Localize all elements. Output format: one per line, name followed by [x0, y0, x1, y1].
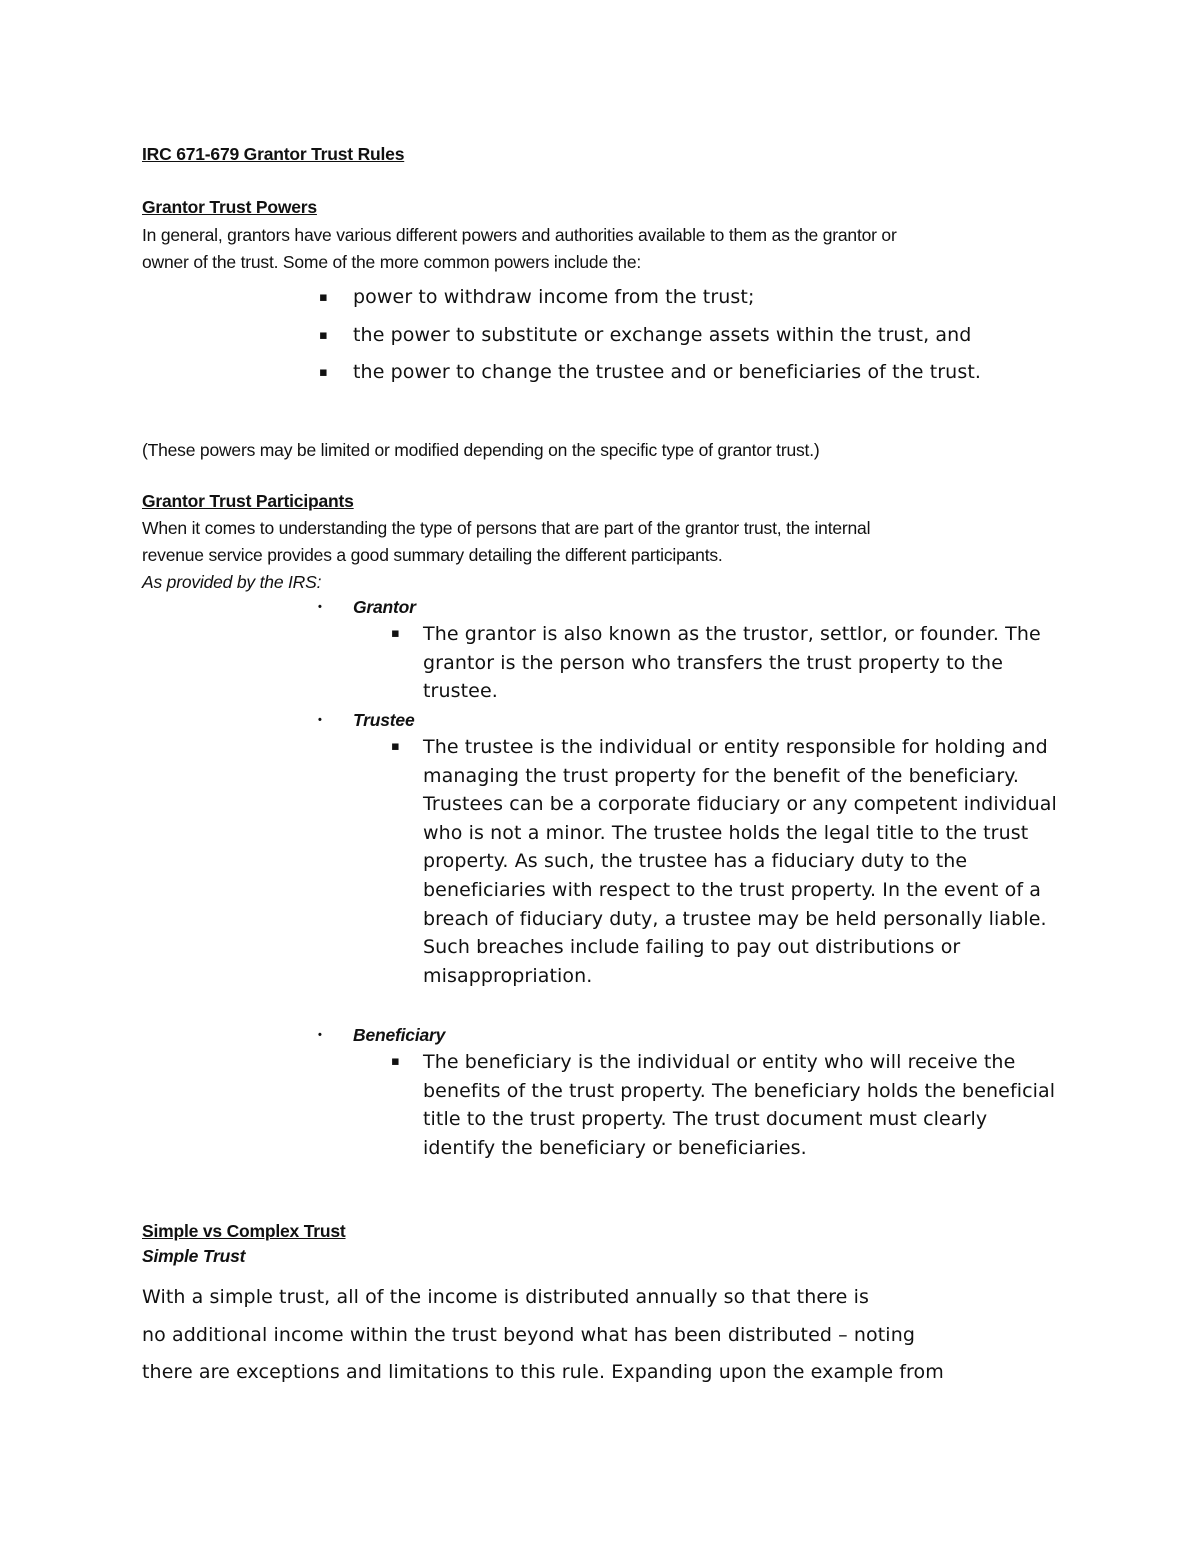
participant-role: [142, 1022, 1062, 1048]
powers-note: (These powers may be limited or modified depending on the specific type of grantor trust.): [142, 440, 820, 460]
powers-intro-line-1: In general, grantors have various different powers and authorities available to them as the grantor or: [142, 225, 897, 245]
participant-description: [142, 733, 1063, 990]
role-name: Beneficiary: [353, 1025, 446, 1045]
document-title: IRC 671-679 Grantor Trust Rules: [142, 144, 405, 164]
participant-role: [142, 594, 1062, 620]
section-heading-simple-vs-complex: Simple vs Complex Trust: [142, 1221, 346, 1241]
powers-intro: [142, 222, 1042, 276]
role-name: Trustee: [353, 710, 415, 730]
role-name: Grantor: [353, 597, 416, 617]
power-item-text: the power to change the trustee and or beneficiaries of the trust.: [353, 361, 982, 383]
square-bullet-icon: ▪: [391, 739, 400, 754]
source-line: As provided by the IRS:: [142, 572, 322, 592]
role-description: The beneficiary is the individual or entity who will receive the benefits of the trust property. The beneficiary holds the beneficial title to the trust property. The trust document must clearly identify the beneficiary or beneficiaries.: [423, 1051, 1056, 1159]
square-bullet-icon: ▪: [391, 626, 400, 641]
participants-intro-line-1: When it comes to understanding the type of persons that are part of the grantor trust, the internal: [142, 518, 871, 538]
list-item: [142, 279, 1013, 317]
section-heading-participants: Grantor Trust Participants: [142, 491, 354, 511]
participant-beneficiary: [142, 1022, 1062, 1162]
participant-trustee: [142, 707, 1062, 990]
disc-bullet-icon: •: [318, 1029, 322, 1041]
power-item-text: the power to substitute or exchange assets within the trust, and: [353, 323, 972, 346]
disc-bullet-icon: •: [318, 714, 322, 726]
simple-trust-line-2: no additional income within the trust beyond what has been distributed – noting: [142, 1323, 915, 1346]
participant-description: [142, 620, 1063, 706]
participant-description: [142, 1048, 1063, 1162]
list-item: [142, 354, 1013, 392]
square-bullet-icon: ▪: [391, 1054, 400, 1069]
section-heading-powers: Grantor Trust Powers: [142, 197, 317, 217]
role-description: The trustee is the individual or entity responsible for holding and managing the trust property for the benefit of the beneficiary. Trustees can be a corporate fiduciary or any competent individual who is not a minor. The trustee holds the legal title to the trust property. As such, the trustee has a fiduciary duty to the beneficiaries with respect to the trust property. In the event of a breach of fiduciary duty, a trustee may be held personally liable. Such breaches include failing to pay out distributions or misappropriation.: [423, 736, 1057, 987]
powers-list: [142, 279, 1013, 392]
participant-role: [142, 707, 1062, 733]
simple-trust-line-1: With a simple trust, all of the income is distributed annually so that there is: [142, 1286, 869, 1308]
square-bullet-icon: ▪: [319, 365, 328, 380]
participant-grantor: [142, 594, 1062, 706]
square-bullet-icon: ▪: [319, 290, 328, 305]
subheading-simple-trust: Simple Trust: [142, 1246, 246, 1266]
powers-intro-line-2: owner of the trust. Some of the more common powers include the:: [142, 252, 642, 272]
simple-trust-body: [142, 1279, 1052, 1392]
square-bullet-icon: ▪: [319, 327, 328, 343]
power-item-text: power to withdraw income from the trust;: [353, 286, 755, 308]
participants-intro-line-2: revenue service provides a good summary detailing the different participants.: [142, 545, 723, 565]
role-description: The grantor is also known as the trustor, settlor, or founder. The grantor is the person who transfers the trust property to the trustee.: [423, 623, 1041, 703]
disc-bullet-icon: •: [318, 601, 322, 613]
simple-trust-line-3: there are exceptions and limitations to this rule. Expanding upon the example from: [142, 1361, 944, 1383]
list-item: [142, 317, 1013, 355]
participants-intro: [142, 515, 1042, 569]
